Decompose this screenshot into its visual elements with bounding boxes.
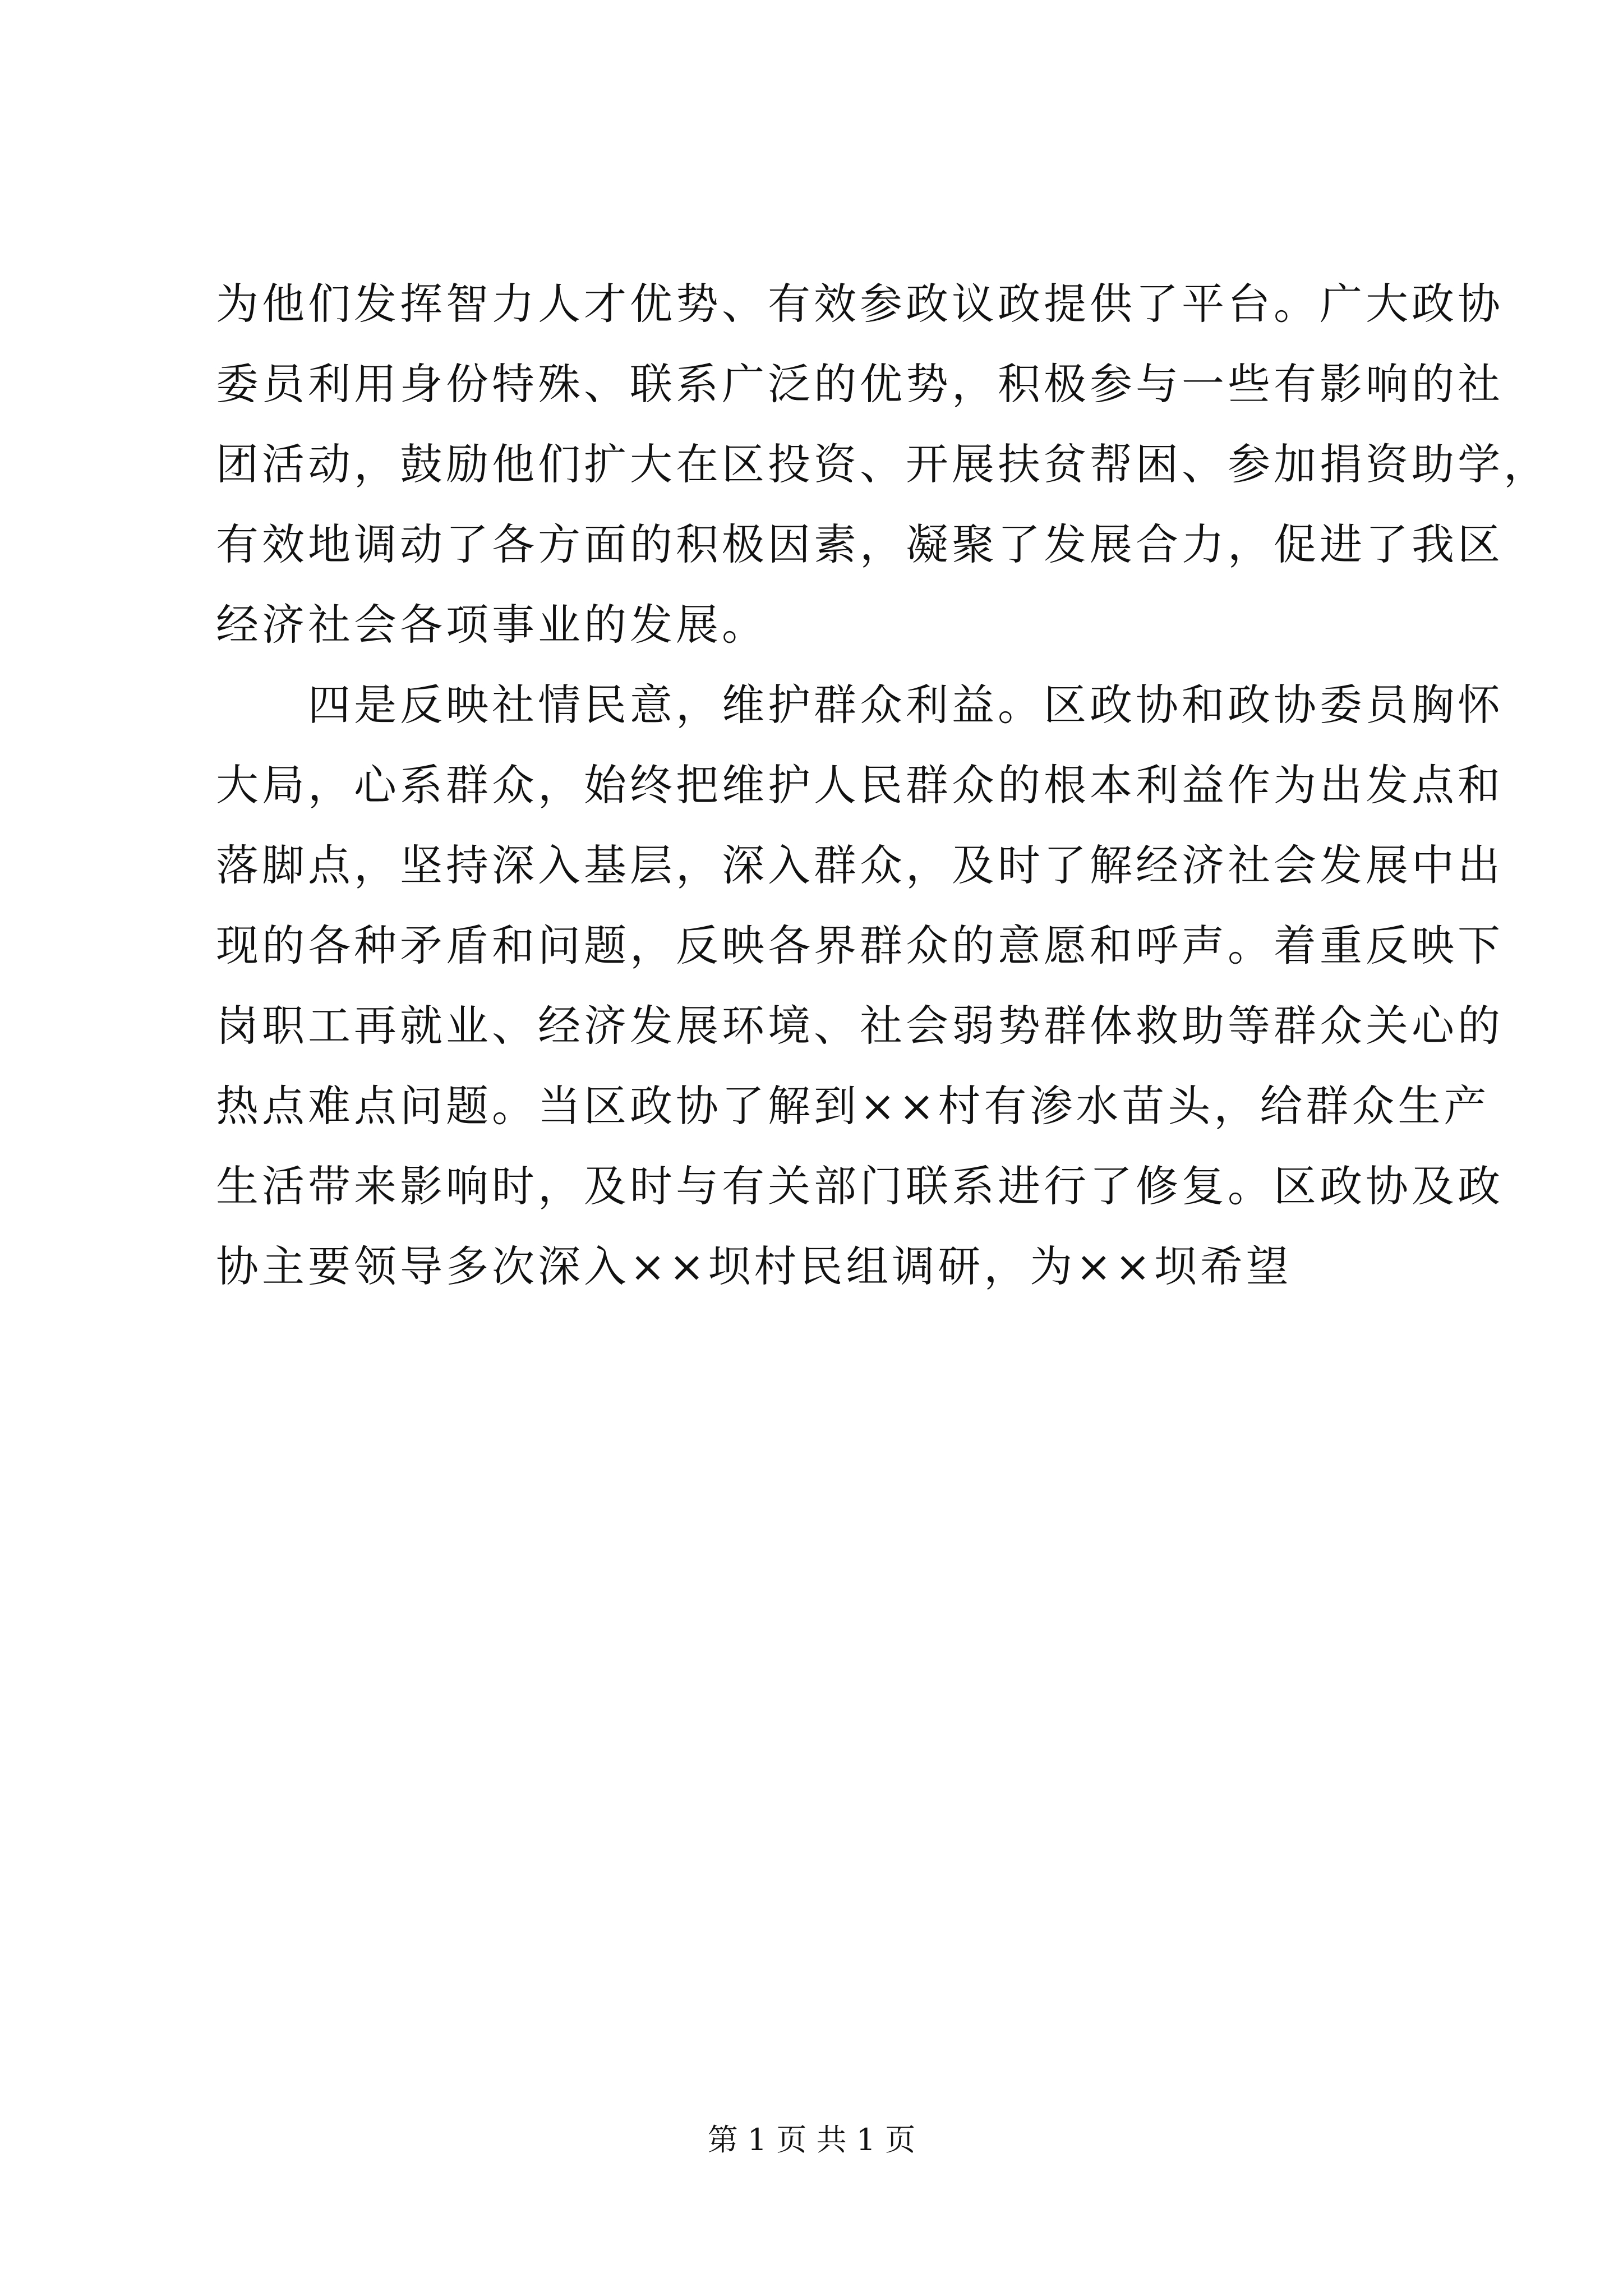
text-line: 大局，心系群众，始终把维护人民群众的根本利益作为出发点和 (216, 760, 1504, 810)
text-line: 热点难点问题。当区政协了解到××村有渗水苗头，给群众生产 (216, 1081, 1490, 1131)
text-line: 四是反映社情民意，维护群众利益。区政协和政协委员胸怀 (216, 680, 1504, 730)
text-line: 团活动，鼓励他们扩大在区投资、开展扶贫帮困、参加捐资助学， (216, 439, 1550, 489)
text-line: 现的各种矛盾和问题，反映各界群众的意愿和呼声。着重反映下 (216, 921, 1504, 970)
text-line: 生活带来影响时，及时与有关部门联系进行了修复。区政协及政 (216, 1161, 1504, 1211)
text-line: 落脚点，坚持深入基层，深入群众，及时了解经济社会发展中出 (216, 840, 1504, 890)
text-line: 经济社会各项事业的发展。 (216, 600, 768, 650)
page-number: 第 1 页 共 1 页 (707, 2122, 916, 2157)
text-line: 为他们发挥智力人才优势、有效参政议政提供了平台。广大政协 (216, 279, 1504, 329)
page-footer (0, 2120, 1623, 2160)
text-line: 有效地调动了各方面的积极因素，凝聚了发展合力，促进了我区 (216, 519, 1504, 569)
text-line: 协主要领导多次深入××坝村民组调研，为××坝希望 (216, 1241, 1292, 1291)
body-text (216, 264, 1550, 1306)
text-line: 岗职工再就业、经济发展环境、社会弱势群体救助等群众关心的 (216, 1001, 1504, 1051)
text-line: 委员利用身份特殊、联系广泛的优势，积极参与一些有影响的社 (216, 359, 1504, 409)
